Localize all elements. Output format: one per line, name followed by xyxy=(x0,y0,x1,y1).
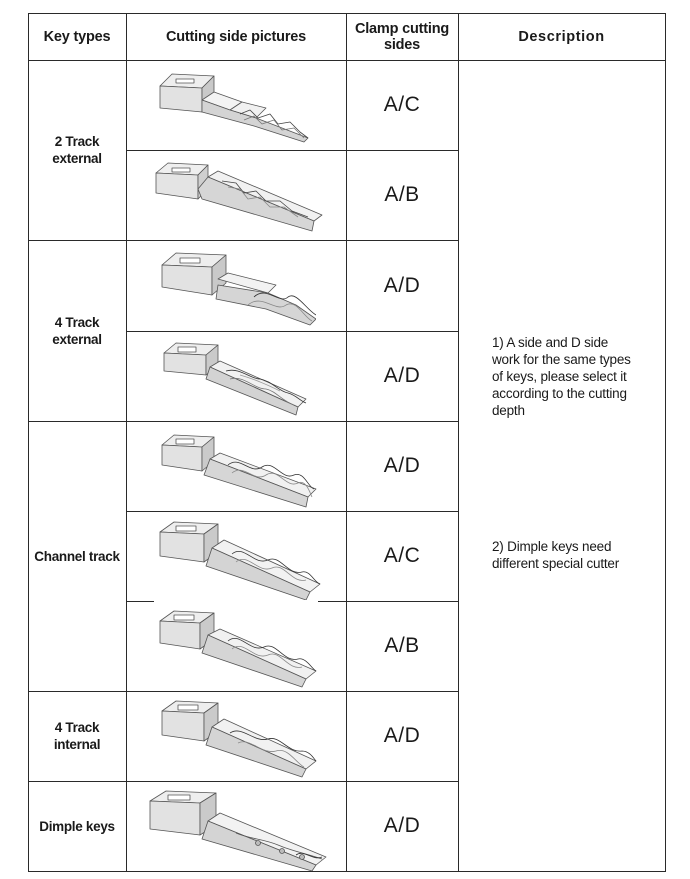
key-channel-track-1-icon xyxy=(158,431,318,511)
key-4track-external-1-icon xyxy=(156,249,316,331)
key-4track-internal-icon xyxy=(158,697,318,779)
key-types-table xyxy=(28,13,666,872)
clamp-side-value: A/D xyxy=(383,814,421,837)
header-cutting-side-pictures: Cutting side pictures xyxy=(165,28,306,45)
key-type-channel-track: Channel track xyxy=(34,548,120,564)
grid-line xyxy=(28,13,29,872)
clamp-side-value: A/C xyxy=(383,544,421,567)
grid-line xyxy=(126,601,154,602)
grid-line xyxy=(665,13,666,872)
clamp-side-value: A/D xyxy=(383,724,421,747)
clamp-side-value: A/D xyxy=(383,454,421,477)
key-4track-external-2-icon xyxy=(160,339,310,419)
key-2track-external-1-icon xyxy=(154,70,314,145)
header-description: Description xyxy=(518,28,605,45)
key-channel-track-2-icon xyxy=(156,518,324,600)
key-channel-track-3-icon xyxy=(156,609,318,689)
grid-line xyxy=(28,871,666,872)
clamp-side-value: A/C xyxy=(383,93,421,116)
clamp-side-value: A/D xyxy=(383,364,421,387)
key-type-2-track-external: 2 Track external xyxy=(52,134,102,166)
description-note-1: 1) A side and D side work for the same types of keys, please select it according to the cutting depth xyxy=(492,335,631,418)
key-type-dimple-keys: Dimple keys xyxy=(39,818,115,834)
clamp-side-value: A/B xyxy=(384,634,420,657)
key-type-4-track-external: 4 Track external xyxy=(52,314,102,347)
description-note-2: 2) Dimple keys need different special cutter xyxy=(492,539,620,571)
header-clamp-cutting-sides: Clamp cutting sides xyxy=(354,20,450,53)
key-2track-external-2-icon xyxy=(152,159,324,234)
clamp-side-value: A/B xyxy=(384,183,420,206)
clamp-side-value: A/D xyxy=(383,273,421,297)
header-key-types: Key types xyxy=(43,28,111,45)
grid-line xyxy=(126,13,127,872)
key-dimple-icon xyxy=(146,787,330,871)
grid-line xyxy=(458,13,459,872)
key-type-4-track-internal: 4 Track internal xyxy=(53,720,101,752)
